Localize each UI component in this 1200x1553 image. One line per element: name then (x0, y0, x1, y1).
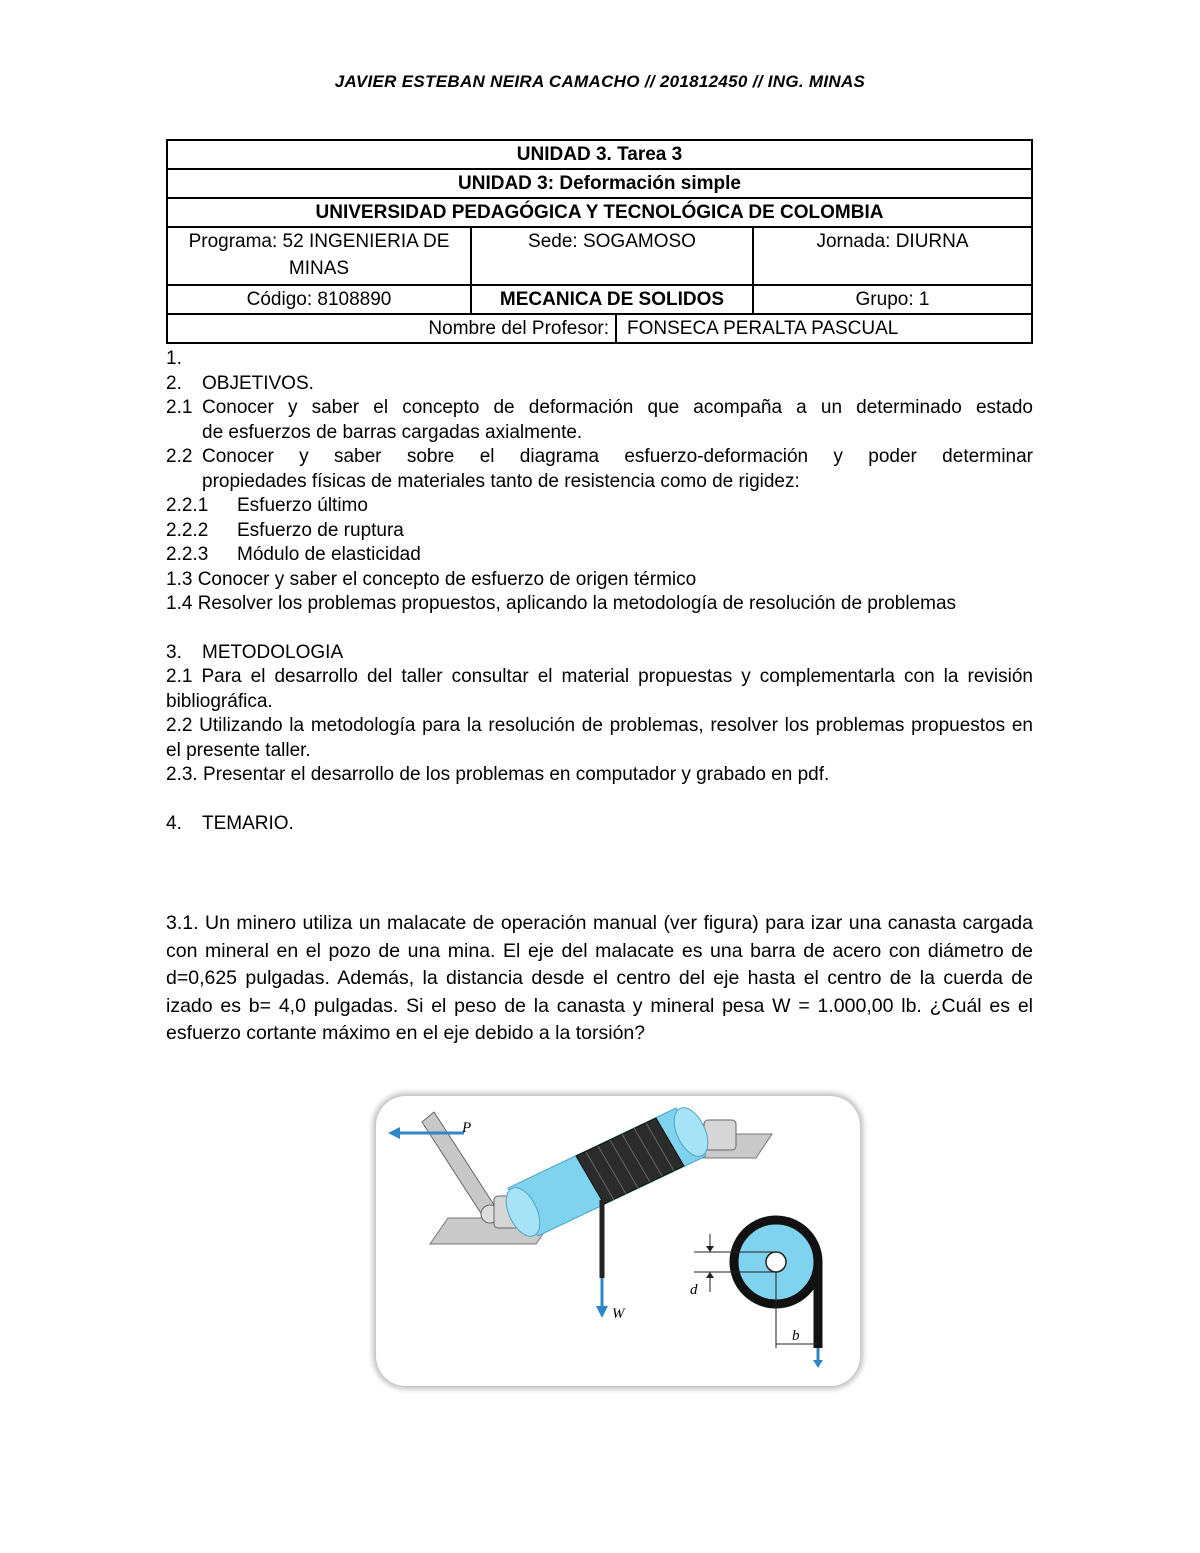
professor-label: Nombre del Profesor: (168, 315, 617, 342)
objective-2-2-2-number: 2.2.2 (166, 519, 209, 541)
page-header: JAVIER ESTEBAN NEIRA CAMACHO // 201812450 // ING. MINAS (334, 72, 866, 91)
jornada-cell: Jornada: DIURNA (753, 227, 1032, 285)
section-load-arrowhead (813, 1360, 823, 1368)
force-label: P (462, 1120, 472, 1136)
objective-2-2-3: Módulo de elasticidad (237, 544, 421, 565)
objective-2-2-number: 2.2 (166, 446, 193, 467)
grupo-cell: Grupo: 1 (753, 285, 1032, 314)
objective-1-3: 1.3 Conocer y saber el concepto de esfuerzo de origen térmico (166, 568, 697, 590)
codigo-cell: Código: 8108890 (167, 285, 471, 314)
objective-2-2-1: Esfuerzo último (237, 495, 368, 516)
crank-arm (422, 1112, 496, 1218)
programa-cell: Programa: 52 INGENIERIA DE MINAS (167, 227, 471, 285)
course-info-table (166, 139, 1033, 344)
load-arrowhead (596, 1306, 608, 1318)
unit-task-title: UNIDAD 3. Tarea 3 (167, 140, 1032, 169)
problem-3-1: 3.1. Un minero utiliza un malacate de operación manual (ver figura) para izar una canasta cargada con mineral en el pozo de una mina. El eje del malacate es una barra de acero con diámetro de d=0,625 pulgadas. Además, la distancia desde el centro del eje hasta el centro de la cuerda de izado es b= 4,0 pulgadas. Si el peso de la canasta y mineral pesa W = 1.000,00 lb. ¿Cuál es el esfuerzo cortante máximo en el eje debido a la torsión? (166, 912, 1033, 1044)
unit-subtitle: UNIDAD 3: Deformación simple (167, 169, 1032, 198)
objective-2-2-2: Esfuerzo de ruptura (237, 519, 404, 541)
methodology-2-2: 2.2 Utilizando la metodología para la resolución de problemas, resolver los problemas propuestos en el presente taller. (166, 715, 1033, 761)
objective-2-1-line2: de esfuerzos de barras cargadas axialmente. (202, 421, 583, 443)
objective-2-1-line1: Conocer y saber el concepto de deformación que acompaña a un determinado estado (202, 397, 1033, 418)
objectives-section (166, 347, 1033, 836)
section-1-number: 1. (166, 348, 182, 369)
section-3-title: METODOLOGIA (202, 641, 344, 663)
section-shaft (766, 1252, 786, 1272)
section-4-title: TEMARIO. (202, 812, 294, 834)
section-3-number: 3. (166, 641, 182, 663)
objective-2-1-number: 2.1 (166, 397, 193, 418)
d-label: d (690, 1282, 698, 1298)
course-name-cell: MECANICA DE SOLIDOS (471, 285, 753, 314)
university-name: UNIVERSIDAD PEDAGÓGICA Y TECNOLÓGICA DE COLOMBIA (167, 198, 1032, 227)
section-2-title: OBJETIVOS. (202, 372, 314, 394)
winch-diagram (376, 1096, 860, 1386)
objective-1-4: 1.4 Resolver los problemas propuestos, aplicando la metodología de resolución de problemas (166, 593, 957, 614)
load-label: W (612, 1306, 625, 1322)
section-4-number: 4. (166, 812, 182, 834)
objective-2-2-line1: Conocer y saber sobre el diagrama esfuerzo-deformación y poder determinar (202, 446, 1033, 467)
section-2-number: 2. (166, 372, 182, 394)
winch-figure (376, 1096, 860, 1386)
objective-2-2-line2: propiedades físicas de materiales tanto de resistencia como de rigidez: (202, 470, 800, 492)
sede-cell: Sede: SOGAMOSO (471, 227, 753, 285)
methodology-2-1: 2.1 Para el desarrollo del taller consultar el material propuestas y complementarla con la revisión bibliográfica. (166, 666, 1033, 712)
objective-2-2-3-number: 2.2.3 (166, 544, 209, 565)
b-label: b (792, 1328, 800, 1344)
right-bearing (704, 1120, 736, 1150)
methodology-2-3: 2.3. Presentar el desarrollo de los problemas en computador y grabado en pdf. (166, 764, 830, 785)
professor-name: FONSECA PERALTA PASCUAL (627, 318, 899, 339)
objective-2-2-1-number: 2.2.1 (166, 495, 209, 516)
